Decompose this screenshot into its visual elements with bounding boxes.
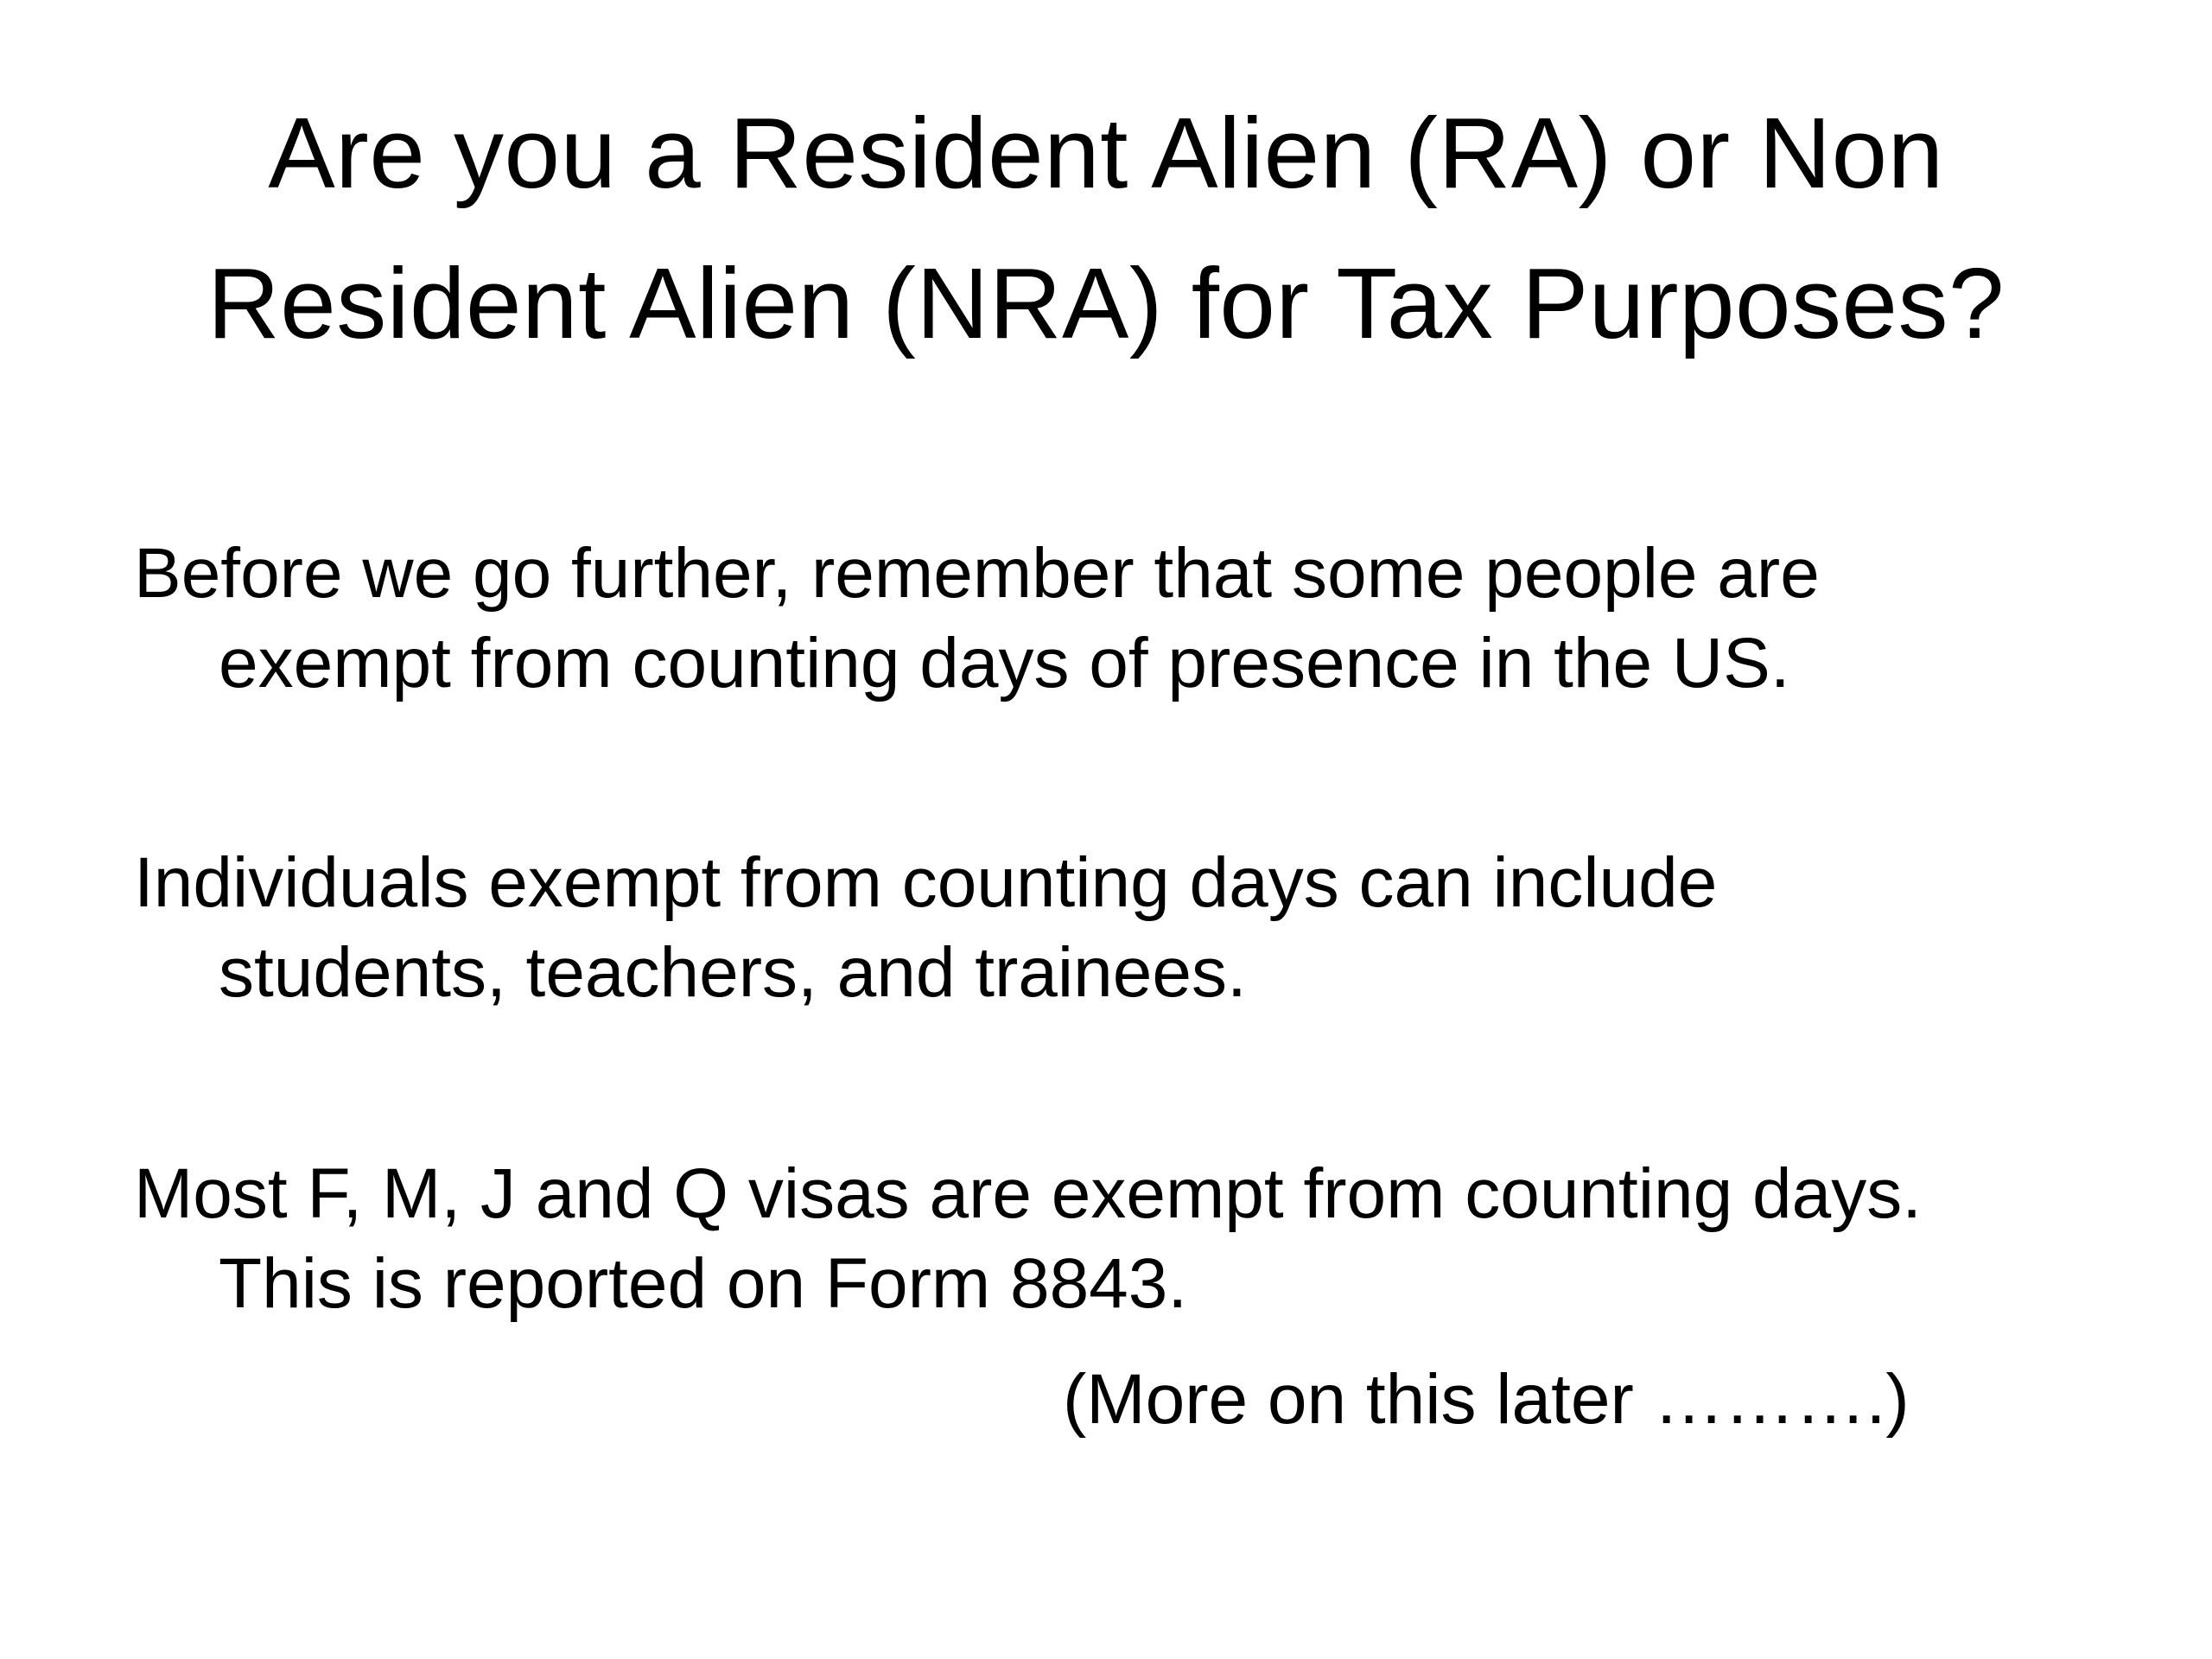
paragraph-line: Individuals exempt from counting days can include bbox=[134, 843, 1718, 922]
paragraph-line: students, teachers, and trainees. bbox=[219, 933, 1247, 1012]
paragraph-exempt-individuals bbox=[134, 838, 2087, 1018]
paragraph-line: Most F, M, J and Q visas are exempt from counting days. bbox=[134, 1154, 1923, 1233]
paragraph-line: This is reported on Form 8843. bbox=[219, 1244, 1188, 1323]
slide-title-line-1: Are you a Resident Alien (RA) or Non bbox=[268, 97, 1944, 209]
paragraph-line: exempt from counting days of presence in the US. bbox=[219, 624, 1790, 702]
paragraph-exempt-reminder bbox=[134, 529, 2087, 709]
slide-title bbox=[69, 78, 2143, 378]
more-later-note: (More on this later ……….) bbox=[1063, 1360, 1910, 1439]
slide-title-line-2: Resident Alien (NRA) for Tax Purposes? bbox=[207, 247, 2005, 359]
paragraph-visa-types bbox=[134, 1149, 2087, 1329]
paragraph-line: Before we go further, remember that some people are bbox=[134, 534, 1820, 613]
